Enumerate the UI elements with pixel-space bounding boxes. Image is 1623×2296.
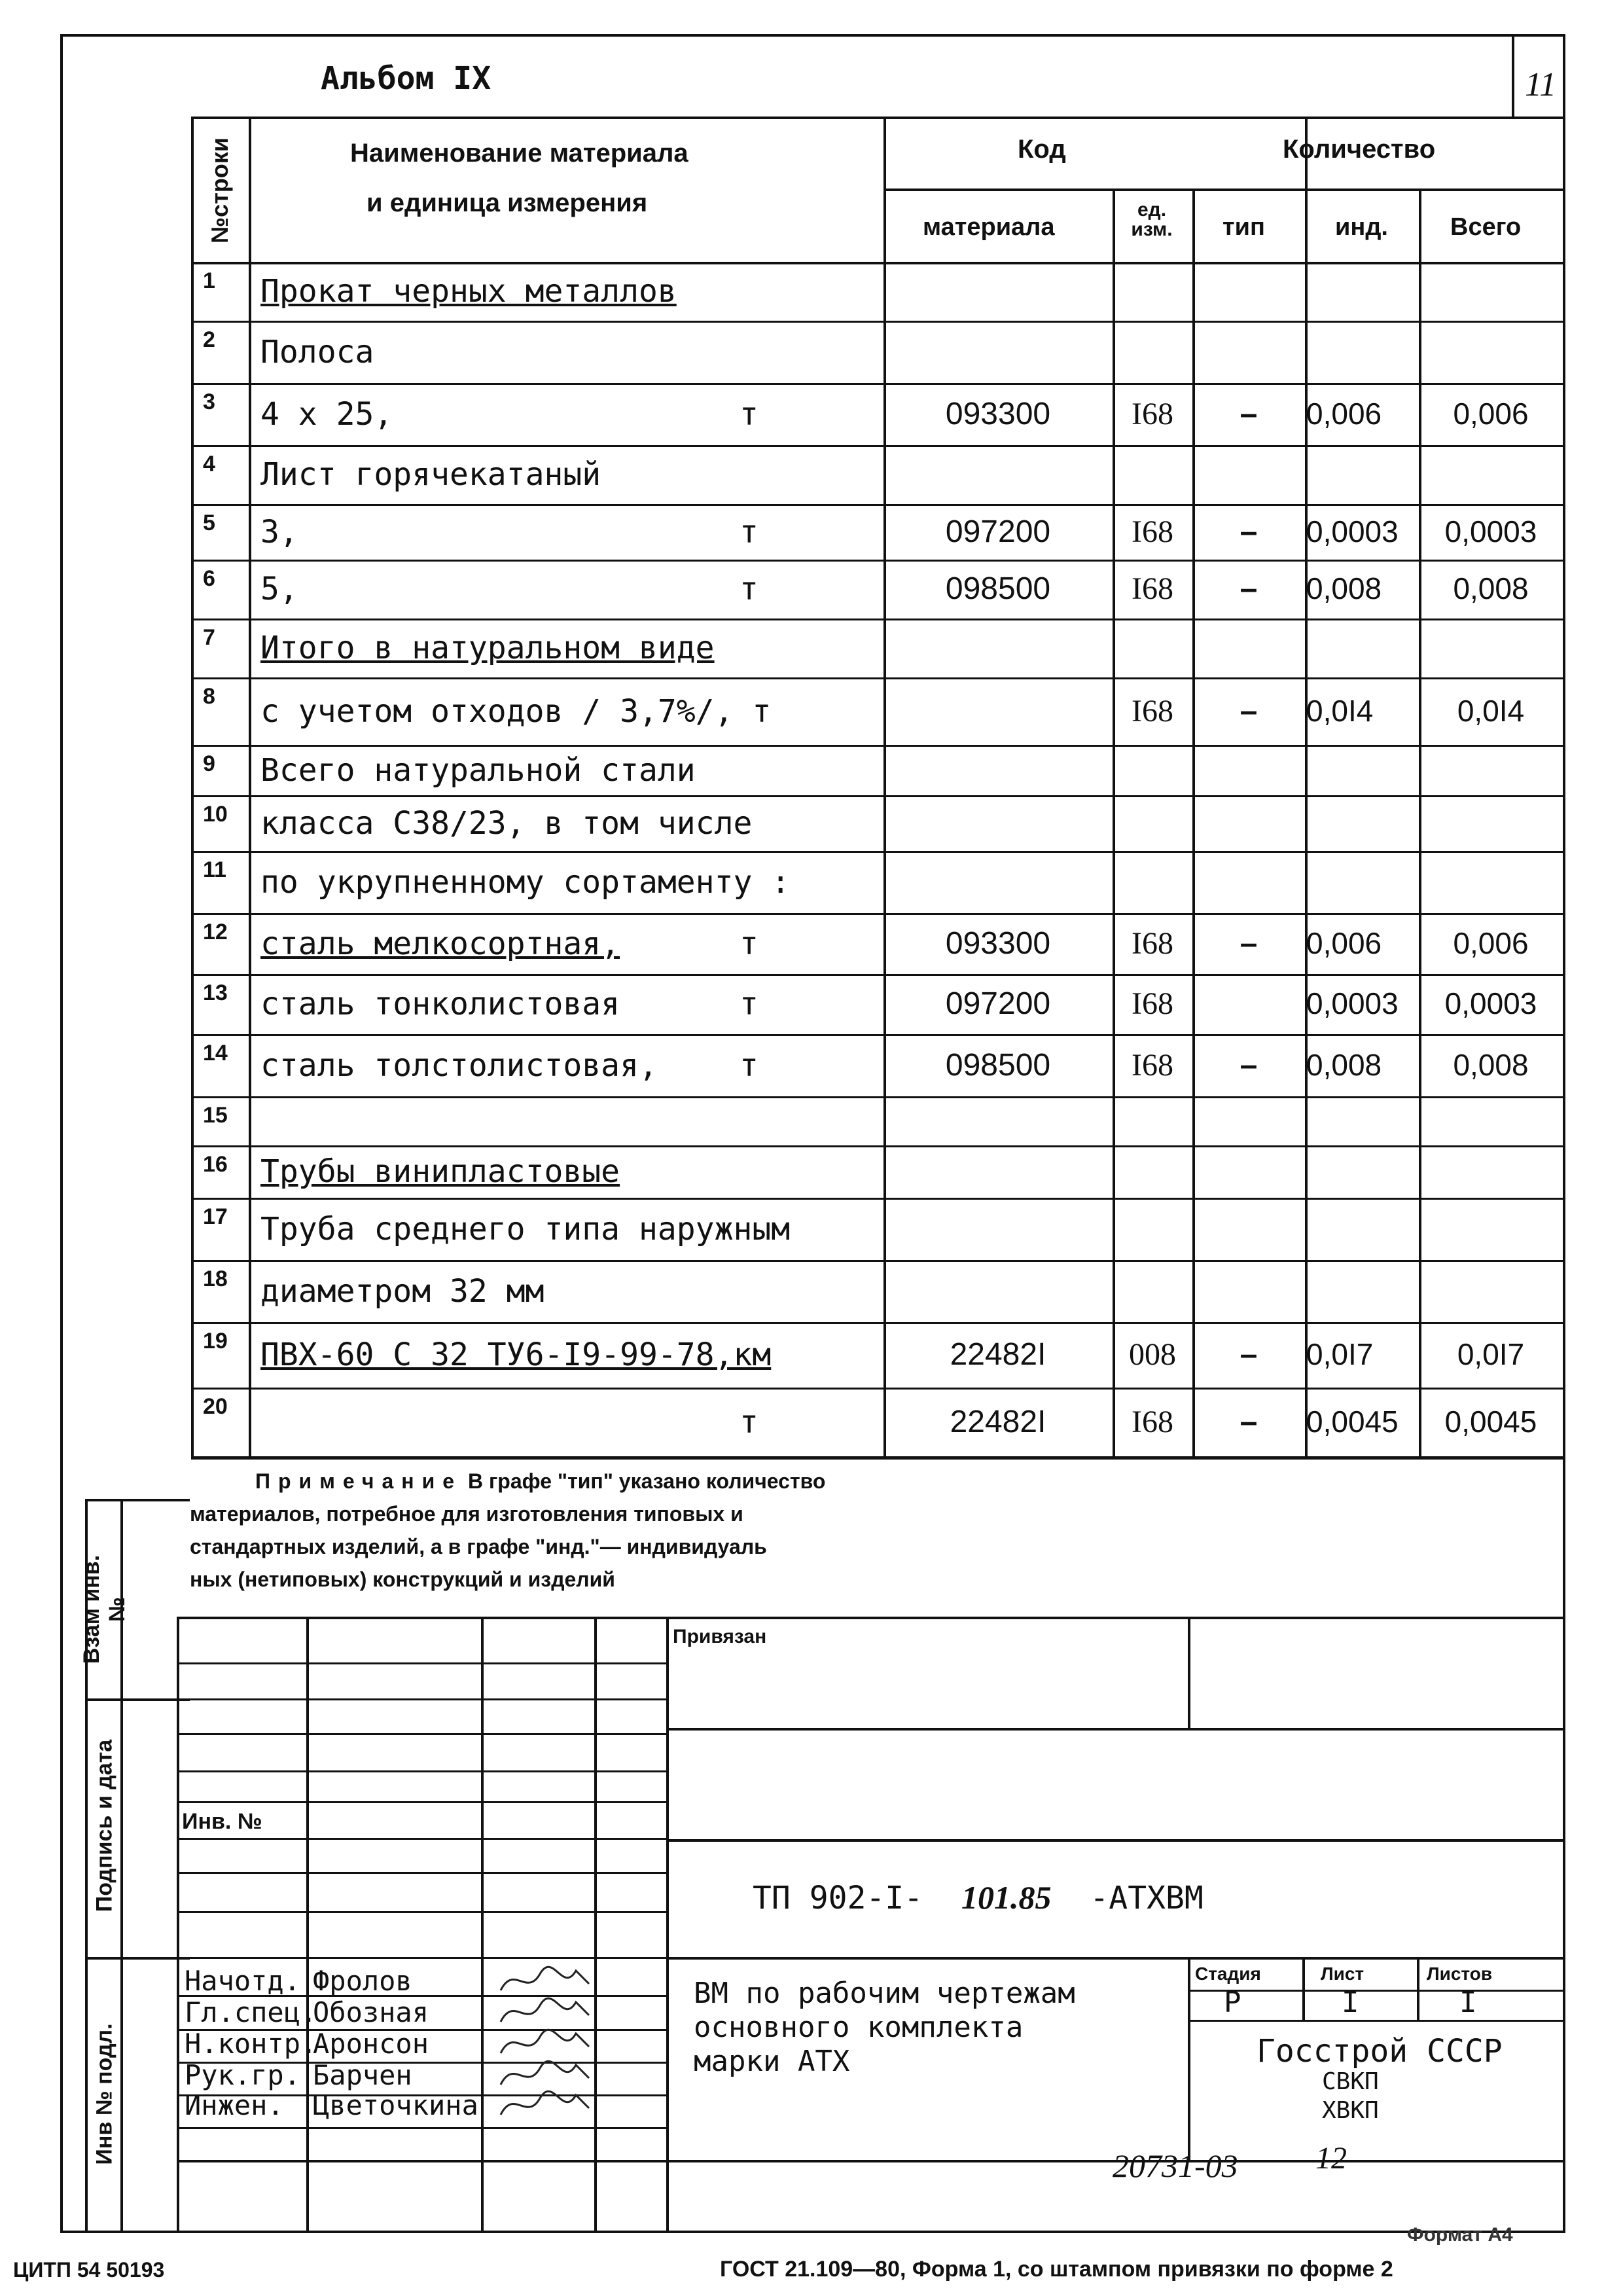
type-value: – (1240, 1404, 1258, 1439)
row-number: 19 (203, 1329, 228, 1354)
unit-t: т (740, 1403, 758, 1441)
stage-value: Р (1224, 1986, 1241, 2019)
total-value: 0,0003 (1444, 514, 1537, 548)
material-name: Труба среднего типа наружным (260, 1210, 791, 1247)
signatory-role: Рук.гр. (185, 2059, 301, 2091)
org-1: Госстрой СССР (1257, 2033, 1503, 2070)
header-unit: ед. изм. (1131, 199, 1173, 240)
signatory-4 (185, 2059, 412, 2091)
ind-value: 0,006 (1306, 925, 1382, 960)
unit-code: 008 (1129, 1337, 1176, 1372)
material-name: с учетом отходов / 3,7%/, т (260, 692, 772, 730)
row-number: 10 (203, 802, 228, 827)
signature-scribble (497, 2085, 596, 2125)
total-value: 0,006 (1453, 925, 1529, 960)
row-number: 13 (203, 980, 228, 1005)
signatory-name: Фролов (313, 1965, 412, 1997)
org-2: СВКП (1322, 2068, 1379, 2095)
row-number: 18 (203, 1266, 228, 1291)
unit-t: т (740, 925, 758, 962)
row-number: 14 (203, 1041, 228, 1066)
doc-title-line-2: основного комплекта (694, 2011, 1024, 2044)
type-value: – (1240, 571, 1258, 606)
row-number: 16 (203, 1152, 228, 1177)
sheets-label: Листов (1427, 1964, 1493, 1984)
signatory-1 (185, 1965, 412, 1997)
material-name: класса С38/23, в том числе (260, 804, 753, 842)
unit-code: I68 (1132, 514, 1173, 549)
unit-t: т (740, 513, 758, 550)
signatory-role: Инжен. (185, 2089, 284, 2121)
note-line-1: В графе "тип" указано количество (467, 1469, 826, 1493)
note-lead: Примечание (255, 1469, 463, 1493)
type-value: – (1240, 396, 1258, 431)
material-code: 22482I (950, 1337, 1046, 1372)
printer-label: ЦИТП 54 50193 (13, 2258, 165, 2282)
unit-code: I68 (1132, 986, 1173, 1021)
signatory-2 (185, 1996, 429, 2028)
sheet-value: I (1342, 1986, 1359, 2019)
signatory-name: Аронсон (313, 2028, 429, 2060)
signatory-name: Барчен (313, 2059, 412, 2091)
material-name: по укрупненному сортаменту : (260, 863, 791, 901)
inv-no-label: Инв. № (182, 1809, 262, 1834)
unit-code: I68 (1132, 1047, 1173, 1083)
note-line-2: материалов, потребное для изготовления типовых и (190, 1502, 743, 1526)
page-number-hand: 12 (1315, 2141, 1347, 2176)
album-title: Альбом IX (321, 60, 491, 97)
type-value: – (1240, 925, 1258, 961)
side-label-vzam: Взам инв. № (79, 1554, 130, 1664)
material-name: ПВХ-60 С 32 ТУ6-I9-99-78,км (260, 1336, 772, 1373)
material-code: 093300 (945, 396, 1051, 431)
signatory-5 (185, 2089, 478, 2121)
material-name: диаметром 32 мм (260, 1272, 544, 1310)
ind-value: 0,0I4 (1306, 693, 1374, 728)
unit-t: т (740, 571, 758, 607)
material-name: Итого в натуральном виде (260, 630, 715, 666)
material-code: 097200 (945, 986, 1051, 1021)
type-value: – (1240, 693, 1258, 728)
ind-value: 0,0I7 (1306, 1337, 1374, 1371)
ind-value: 0,0045 (1306, 1404, 1399, 1439)
ind-value: 0,008 (1306, 1047, 1382, 1082)
ind-value: 0,0003 (1306, 514, 1399, 548)
signatory-role: Н.контр. (185, 2028, 317, 2060)
row-number: 17 (203, 1204, 228, 1229)
row-number: 2 (203, 327, 215, 352)
doc-title-line-1: ВМ по рабочим чертежам (694, 1977, 1075, 2010)
doc-code-suffix: -АТХВМ (1090, 1880, 1204, 1916)
header-name-2: и единица измерения (366, 188, 648, 217)
type-value: – (1240, 1337, 1258, 1372)
ind-value: 0,008 (1306, 571, 1382, 605)
total-value: 0,0003 (1444, 986, 1537, 1020)
row-number: 9 (203, 751, 215, 776)
header-material: материала (923, 213, 1055, 241)
signatory-role: Гл.спец. (185, 1996, 317, 2028)
signatory-role: Начотд. (185, 1965, 301, 1997)
side-label-inv-podl: Инв № подл. (92, 2023, 117, 2165)
header-code: Код (1018, 135, 1066, 164)
archive-number: 20731-03 (1113, 2147, 1238, 2184)
material-name: 3, (260, 513, 298, 550)
unit-code: I68 (1132, 925, 1173, 961)
material-name: Всего натуральной стали (260, 751, 696, 789)
doc-code (753, 1878, 1204, 1916)
row-number: 20 (203, 1394, 228, 1419)
ind-value: 0,006 (1306, 396, 1382, 431)
row-number: 6 (203, 566, 215, 591)
header-name-1: Наименование материала (350, 139, 688, 168)
total-value: 0,0045 (1444, 1404, 1537, 1439)
page-number: 11 (1525, 66, 1557, 103)
doc-title (694, 1977, 1075, 2079)
material-name: Полоса (260, 333, 374, 370)
material-name: сталь тонколистовая (260, 986, 620, 1022)
row-number: 11 (203, 857, 226, 882)
signatory-name: Обозная (313, 1996, 429, 2028)
material-code: 22482I (950, 1404, 1046, 1439)
note-line-4: ных (нетиповых) конструкций и изделий (190, 1568, 615, 1591)
material-name: сталь мелкосортная, (260, 925, 620, 962)
total-value: 0,008 (1453, 1047, 1529, 1082)
doc-code-prefix: ТП 902-I- (753, 1880, 923, 1916)
unit-code: I68 (1132, 1404, 1173, 1439)
ind-value: 0,0003 (1306, 986, 1399, 1020)
note-line-3: стандартных изделий, а в графе "инд."— индивидуаль (190, 1535, 767, 1558)
material-name: Трубы винипластовые (260, 1153, 620, 1190)
format-label: Формат А4 (1407, 2224, 1513, 2246)
unit-t: т (740, 1047, 758, 1084)
total-value: 0,0I4 (1457, 693, 1525, 728)
row-number: 8 (203, 684, 215, 709)
privyazan-label: Привязан (673, 1626, 767, 1647)
doc-code-hand: 101.85 (961, 1879, 1052, 1916)
unit-code: I68 (1132, 396, 1173, 431)
total-value: 0,008 (1453, 571, 1529, 605)
material-name: Лист горячекатаный (260, 456, 601, 493)
row-number: 4 (203, 452, 215, 476)
side-label-podpis: Подпись и дата (92, 1739, 117, 1912)
material-name: Прокат черных металлов (260, 273, 677, 310)
type-value: – (1240, 1047, 1258, 1083)
header-quantity: Количество (1283, 135, 1436, 164)
org-3: ХВКП (1322, 2097, 1379, 2124)
total-value: 0,0I7 (1457, 1337, 1525, 1371)
header-row-no: №строки (205, 137, 233, 243)
header-ind: инд. (1335, 213, 1388, 241)
header-type: тип (1222, 213, 1265, 241)
sheet-label: Лист (1321, 1964, 1364, 1984)
stage-label: Стадия (1195, 1964, 1261, 1984)
material-code: 098500 (945, 571, 1051, 606)
header-total: Всего (1450, 213, 1522, 241)
row-number: 5 (203, 511, 215, 535)
material-code: 093300 (945, 925, 1051, 961)
row-number: 15 (203, 1103, 228, 1128)
material-name: 5, (260, 571, 298, 607)
gost-label: ГОСТ 21.109—80, Форма 1, со штампом привязки по форме 2 (720, 2257, 1393, 2282)
type-value: – (1240, 514, 1258, 549)
signatory-name: Цветочкина (313, 2089, 478, 2121)
row-number: 7 (203, 625, 215, 650)
unit-t: т (740, 986, 758, 1022)
material-code: 098500 (945, 1047, 1051, 1083)
material-code: 097200 (945, 514, 1051, 549)
unit-code: I68 (1132, 571, 1173, 606)
row-number: 12 (203, 920, 228, 944)
total-value: 0,006 (1453, 396, 1529, 431)
row-number: 3 (203, 389, 215, 414)
sheets-value: I (1459, 1986, 1477, 2019)
material-name: сталь толстолистовая, (260, 1047, 658, 1084)
signatory-3 (185, 2028, 429, 2060)
unit-t: т (740, 395, 758, 433)
unit-code: I68 (1132, 693, 1173, 728)
row-number: 1 (203, 268, 215, 293)
doc-title-line-3: марки АТХ (694, 2045, 850, 2078)
material-name: 4 x 25, (260, 395, 393, 433)
